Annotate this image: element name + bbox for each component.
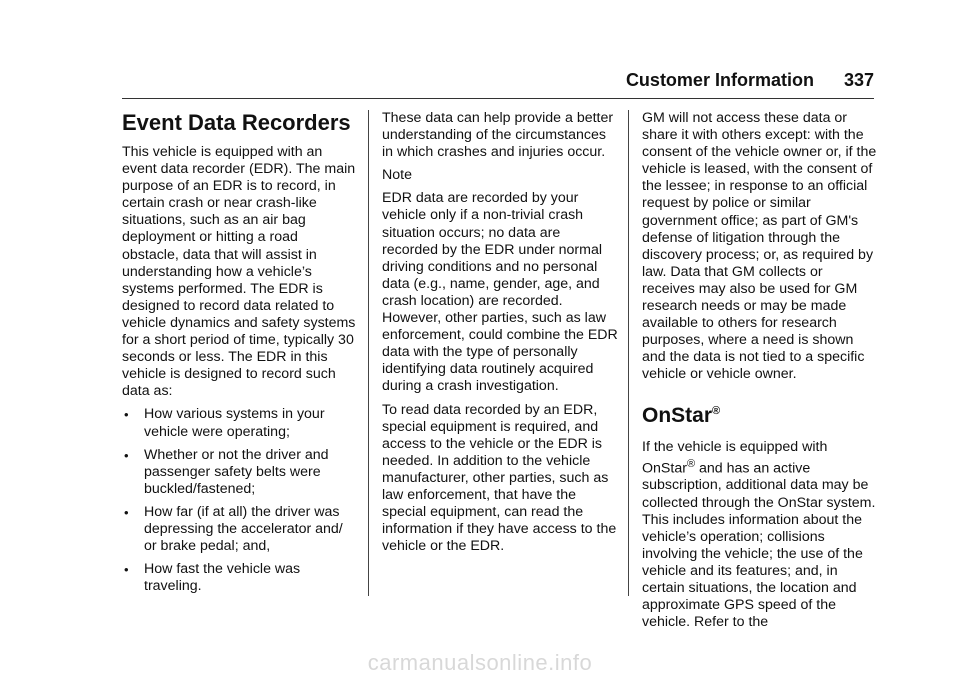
note-paragraph: EDR data are recorded by your vehicle only if a non-trivial crash situation occurs; no data are recorded by the EDR under normal driving conditions and no personal data (e.g., name, gender, age, and crash location) are recorded. However, other parties, such as law enforcement, could combine the EDR data with the type of personally identifying data routinely acquired during a crash investigation. [382,190,618,395]
list-item: • How far (if at all) the driver was depressing the accelerator and/ or brake pedal; and, [124,503,343,555]
section-title-edr: Event Data Recorders [122,110,351,135]
edr-benefit-paragraph: These data can help provide a better understanding of the circumstances in which crashes and injuries occur. [382,110,614,161]
bullet-icon: • [124,447,129,463]
column-right [642,110,878,637]
column-left [122,110,358,601]
registered-mark: ® [712,404,721,417]
edr-access-paragraph: To read data recorded by an EDR, special equipment is required, and access to the vehicle or the EDR is needed. In addition to the vehicle manufacturer, other parties, such as law enforcement, that have the special equipment, can read the information if they have access to the vehicle or the EDR. [382,401,617,555]
bullet-icon: • [124,562,129,578]
page-number: 337 [843,70,874,90]
page-header [122,70,874,91]
column-divider [368,110,369,596]
bullet-icon: • [124,407,129,423]
section-title-onstar: OnStar® [642,403,721,427]
onstar-paragraph: If the vehicle is equipped with OnStar® and has an active subscription, additional data may be collected through the OnStar system. This includes information about the vehicle’s operation; collisions involving the vehicle; the use of the vehicle and its features; and, in certain situations, the location and approximate GPS speed of the vehicle. Refer to the [642,438,876,631]
column-divider [628,110,629,596]
edr-data-list [122,406,358,595]
header-rule [122,98,874,99]
list-item: • How various systems in your vehicle were operating; [124,406,325,440]
note-label: Note [382,167,412,184]
column-middle [382,110,620,561]
header-title: Customer Information [625,70,814,90]
registered-mark: ® [686,457,696,470]
list-item: • How fast the vehicle was traveling. [124,561,301,595]
bullet-icon: • [124,504,129,520]
watermark: carmanualsonline.info [367,650,593,675]
edr-intro-paragraph: This vehicle is equipped with an event data recorder (EDR). The main purpose of an EDR is to record, in certain crash or near crash-like situations, such as an air bag deployment or hitting a road obstacle, data that will assist in understanding how a vehicle’s systems performed. The EDR is designed to record data related to vehicle dynamics and safety systems for a short period of time, typically 30 seconds or less. The EDR in this vehicle is designed to record such data as: [122,144,356,400]
gm-data-policy-paragraph: GM will not access these data or share it with others except: with the consent of the vehicle owner or, if the vehicle is leased, with the consent of the lessee; in response to an official request by police or similar government office; as part of GM's defense of litigation through the discovery process; or, as required by law. Data that GM collects or receives may also be used for GM research needs or may be made available to others for research purposes, where a need is shown and the data is not tied to a specific vehicle or vehicle owner. [642,110,877,383]
list-item: • Whether or not the driver and passenger safety belts were buckled/fastened; [124,446,329,497]
